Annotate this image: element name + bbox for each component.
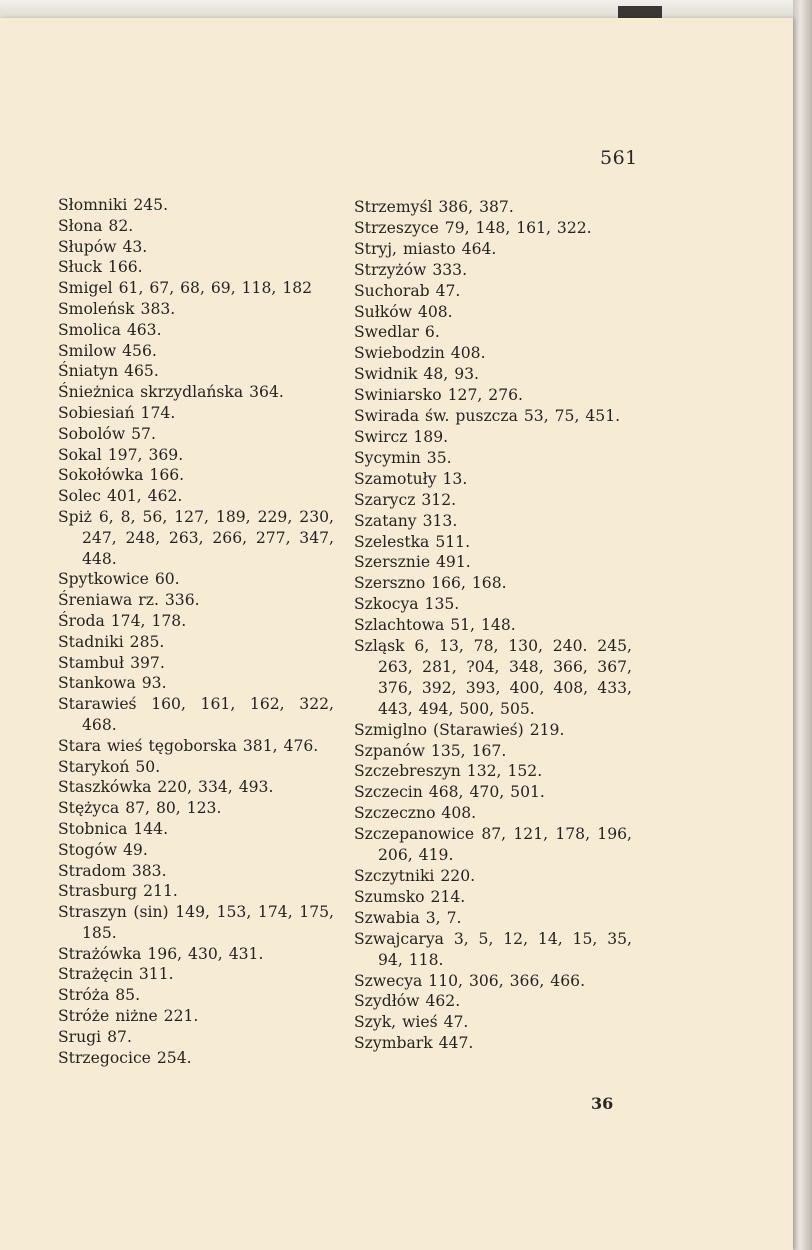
index-entry: Straszyn (sin) 149, 153, 174, 175, 185.	[58, 903, 334, 942]
index-entry: Smigel 61, 67, 68, 69, 118, 182	[58, 279, 313, 298]
index-entry: Swiniarsko 127, 276.	[354, 386, 523, 405]
index-entry: Szwabia 3, 7.	[354, 908, 462, 927]
index-entry: Szelestka 511.	[354, 532, 471, 551]
index-entry: Stróże niżne 221.	[58, 1007, 199, 1026]
index-entry: Środa 174, 178.	[58, 611, 187, 630]
index-entry: Szyk, wieś 47.	[354, 1013, 469, 1032]
index-entry: Szczebreszyn 132, 152.	[354, 762, 543, 781]
index-entry: Stadniki 285.	[58, 632, 165, 651]
index-entry: Szczeczno 408.	[354, 804, 477, 823]
index-entry: Szmiglno (Starawieś) 219.	[354, 720, 565, 739]
index-entry: Stryj, miasto 464.	[354, 239, 497, 258]
index-entry: Smoleńsk 383.	[58, 299, 176, 318]
index-entry: Słona 82.	[58, 216, 134, 235]
index-entry: Strażęcin 311.	[58, 965, 174, 984]
index-entry: Solec 401, 462.	[58, 487, 183, 506]
index-entry: Słupów 43.	[58, 237, 148, 256]
index-entry: Swidnik 48, 93.	[354, 365, 479, 384]
index-entry: Szarycz 312.	[354, 490, 457, 509]
index-entry: Swiebodzin 408.	[354, 344, 486, 363]
index-entry: Stężyca 87, 80, 123.	[58, 799, 222, 818]
index-entry: Sobolów 57.	[58, 424, 156, 443]
index-entry: Szczytniki 220.	[354, 867, 476, 885]
index-entry: Suchorab 47.	[354, 281, 461, 300]
index-entry: Sycymin 35.	[354, 448, 452, 467]
index-entry: Stankowa 93.	[58, 674, 167, 693]
index-entry: Śnieżnica skrzydlańska 364.	[58, 383, 284, 402]
index-entry: Szczepanowice 87, 121, 178, 196, 206, 419.	[354, 825, 632, 865]
index-entry: Śreniawa rz. 336.	[58, 591, 200, 610]
index-entry: Sułków 408.	[354, 302, 453, 321]
index-entry: Szkocya 135.	[354, 595, 460, 614]
index-entry: Szczecin 468, 470, 501.	[354, 783, 545, 802]
index-entry: Sokal 197, 369.	[58, 445, 184, 464]
index-entry: Szwecya 110, 306, 366, 466.	[354, 971, 586, 990]
index-entry: Starawieś 160, 161, 162, 322, 468.	[58, 695, 334, 734]
index-entry: Stara wieś tęgoborska 381, 476.	[58, 736, 319, 755]
index-entry: Swedlar 6.	[354, 323, 440, 342]
index-column-left	[58, 195, 334, 1068]
signature-mark: 36	[591, 1094, 614, 1113]
index-entry: Strzeszyce 79, 148, 161, 322.	[354, 218, 592, 237]
index-entry: Sobiesiań 174.	[58, 403, 176, 422]
index-entry: Słomniki 245.	[58, 196, 169, 214]
index-entry: Starykoń 50.	[58, 757, 161, 776]
index-entry: Szatany 313.	[354, 511, 458, 530]
index-entry: Spytkowice 60.	[58, 570, 180, 589]
index-entry: Strzyżów 333.	[354, 260, 468, 279]
index-entry: Szydłów 462.	[354, 992, 461, 1011]
index-entry: Strzegocice 254.	[58, 1048, 192, 1067]
index-entry: Strasburg 211.	[58, 882, 178, 901]
scan-right-edge	[793, 0, 812, 1250]
index-entry: Swircz 189.	[354, 427, 449, 446]
index-entry: Stróża 85.	[58, 986, 141, 1005]
index-entry: Szumsko 214.	[354, 887, 466, 906]
index-entry: Szląsk 6, 13, 78, 130, 240. 245, 263, 281, ?04, 348, 366, 367, 376, 392, 393, 400, 408, 433, 443, 494, 500, 505.	[354, 637, 632, 718]
index-entry: Szamotuły 13.	[354, 469, 468, 488]
page-number: 561	[600, 147, 638, 169]
index-entry: Szymbark 447.	[354, 1034, 474, 1053]
index-entry: Szlachtowa 51, 148.	[354, 616, 516, 635]
index-entry: Strażówka 196, 430, 431.	[58, 944, 264, 963]
index-entry: Stogów 49.	[58, 840, 148, 859]
index-entry: Śniatyn 465.	[58, 362, 159, 381]
index-entry: Słuck 166.	[58, 258, 143, 277]
index-entry: Sokołówka 166.	[58, 466, 185, 485]
index-entry: Spiż 6, 8, 56, 127, 189, 229, 230, 247, 248, 263, 266, 277, 347, 448.	[58, 507, 334, 568]
index-entry: Stambuł 397.	[58, 653, 165, 672]
index-entry: Szerszno 166, 168.	[354, 574, 507, 593]
index-entry: Smilow 456.	[58, 341, 157, 360]
index-entry: Swirada św. puszcza 53, 75, 451.	[354, 407, 621, 426]
index-entry: Smolica 463.	[58, 320, 162, 339]
index-entry: Szpanów 135, 167.	[354, 741, 507, 760]
index-entry: Szersznie 491.	[354, 553, 471, 572]
index-entry: Staszkówka 220, 334, 493.	[58, 778, 274, 797]
index-entry: Stradom 383.	[58, 861, 167, 880]
index-entry: Strzemyśl 386, 387.	[354, 198, 514, 216]
index-entry: Szwajcarya 3, 5, 12, 14, 15, 35, 94, 118.	[354, 929, 632, 969]
index-entry: Stobnica 144.	[58, 819, 169, 838]
index-column-right	[354, 197, 632, 1054]
index-entry: Srugi 87.	[58, 1027, 132, 1046]
